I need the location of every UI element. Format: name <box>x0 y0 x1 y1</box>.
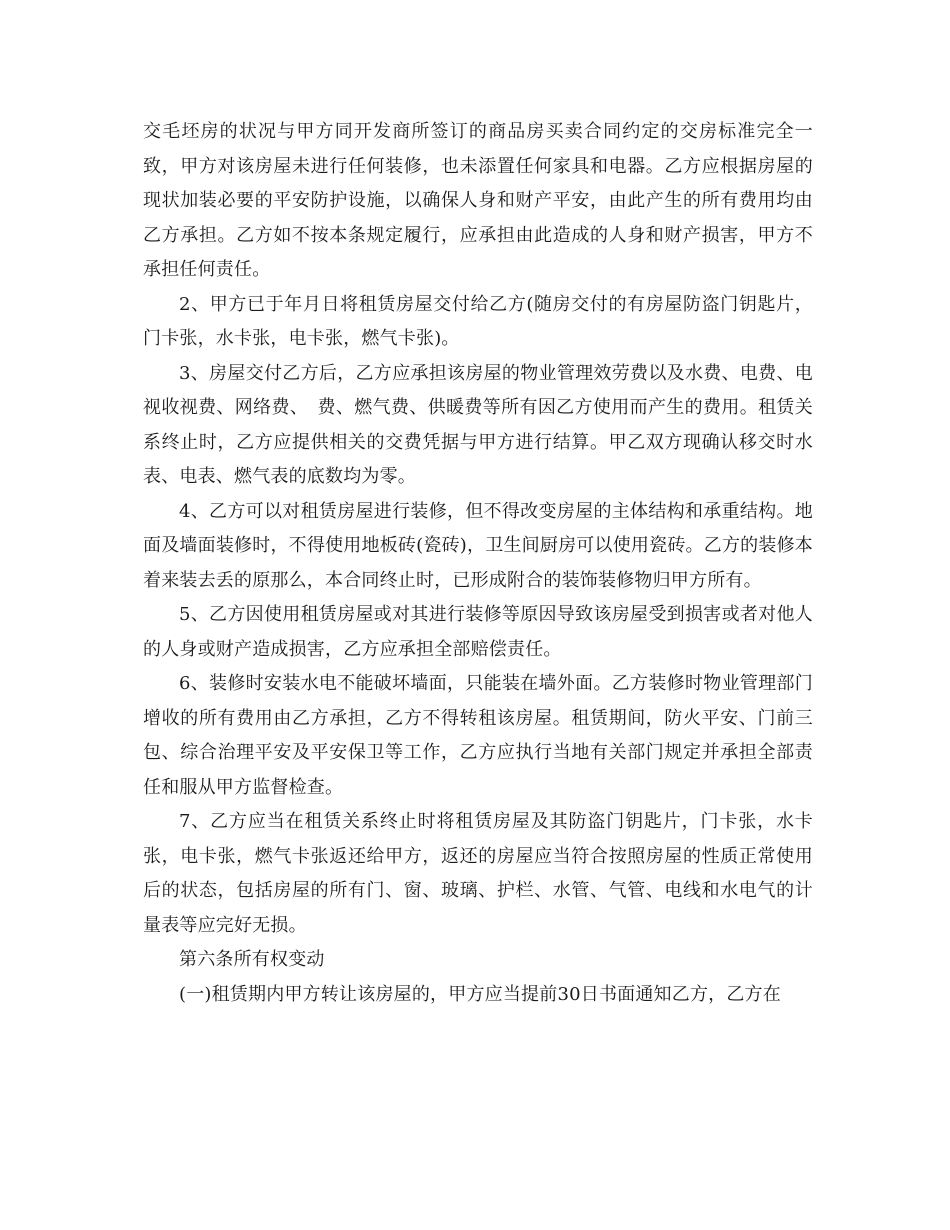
article-6-heading: 第六条所有权变动 <box>179 949 325 970</box>
paragraph-item-7: 7、乙方应当在租赁关系终止时将租赁房屋及其防盗门钥匙片，门卡张，水卡张，电卡张，燃气卡张返还给甲方，返还的房屋应当符合按照房屋的性质正常使用后的状态，包括房屋的所有门、窗、玻璃、护栏、水管、气管、电线和水电气的计量表等应完好无损。 <box>143 811 813 936</box>
document-body <box>143 115 813 1012</box>
paragraph-item-6: 6、装修时安装水电不能破坏墙面，只能装在墙外面。乙方装修时物业管理部门增收的所有费用由乙方承担，乙方不得转租该房屋。租赁期间，防火平安、门前三包、综合治理平安及平安保卫等工作，乙方应执行当地有关部门规定并承担全部责任和服从甲方监督检查。 <box>143 673 813 798</box>
paragraph-article-6-clause-1: (一)租赁期内甲方转让该房屋的，甲方应当提前30日书面通知乙方，乙方在 <box>179 983 781 1005</box>
paragraph-continuation: 交毛坯房的状况与甲方同开发商所签订的商品房买卖合同约定的交房标准完全一致，甲方对该房屋未进行任何装修，也未添置任何家具和电器。乙方应根据房屋的现状加装必要的平安防护设施，以确保人身和财产平安，由此产生的所有费用均由乙方承担。乙方如不按本条规定履行，应承担由此造成的人身和财产损害，甲方不承担任何责任。 <box>143 121 813 280</box>
paragraph-item-5: 5、乙方因使用租赁房屋或对其进行装修等原因导致该房屋受到损害或者对他人的人身或财产造成损害，乙方应承担全部赔偿责任。 <box>143 604 813 660</box>
paragraph-item-4: 4、乙方可以对租赁房屋进行装修，但不得改变房屋的主体结构和承重结构。地面及墙面装修时，不得使用地板砖(瓷砖)，卫生间厨房可以使用瓷砖。乙方的装修本着来装去丢的原那么，本合同终止时，已形成附合的装饰装修物归甲方所有。 <box>143 500 813 591</box>
paragraph-item-2: 2、甲方已于年月日将租赁房屋交付给乙方(随房交付的有房屋防盗门钥匙片，门卡张，水卡张，电卡张，燃气卡张)。 <box>143 293 813 349</box>
paragraph-item-3: 3、房屋交付乙方后，乙方应承担该房屋的物业管理效劳费以及水费、电费、电视收视费、网络费、 费、燃气费、供暖费等所有因乙方使用而产生的费用。租赁关系终止时，乙方应提供相关的交费凭据与甲方进行结算。甲乙双方现确认移交时水表、电表、燃气表的底数均为零。 <box>143 362 813 487</box>
